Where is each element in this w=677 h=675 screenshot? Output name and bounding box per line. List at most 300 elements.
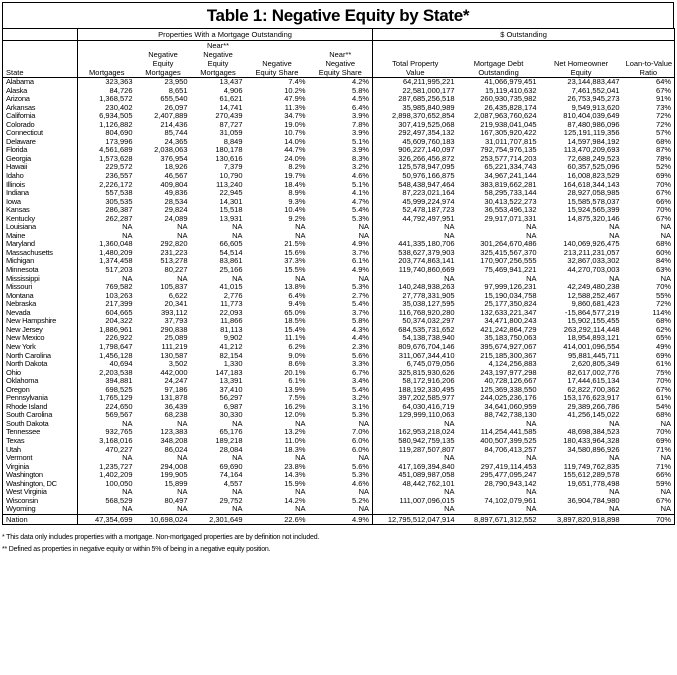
table-cell: 74,164 [219,471,243,480]
table-cell: 13.9% [284,385,306,394]
table-cell: 48,698,384,523 [567,428,620,437]
table-cell: NA [660,223,672,232]
table-cell: 9.2% [288,214,306,223]
table-cell: 66% [656,197,672,206]
table-cell: 6,745,079,056 [406,360,455,369]
table-cell: 48,442,762,101 [402,479,455,488]
table-cell: 12,588,252,467 [567,291,620,300]
table-cell: 219,938,041,045 [480,120,537,129]
table-row [3,497,675,506]
table-cell: 58,172,916,206 [402,377,455,386]
table-cell: 67% [656,86,672,95]
table-row [3,437,675,446]
table-cell: 7.4% [288,77,306,86]
table-cell: 470,227 [105,445,133,454]
table-row [3,223,675,232]
table-cell: 86,024 [164,445,188,454]
table-cell: NA [526,488,537,497]
table-cell: 294,008 [160,462,188,471]
table-cell: 14,875,320,146 [567,214,620,223]
table-cell: 9.3% [288,197,306,206]
table-cell: 58,295,733,144 [484,189,537,198]
table-cell: 30,330 [219,411,243,420]
table-cell: 8.6% [288,360,306,369]
table-cell: 68% [656,137,672,146]
table-cell: 88,742,738,130 [484,411,537,420]
table-row [3,420,675,429]
total-cell: 8,897,671,312,552 [458,514,540,524]
table-cell: NA [232,454,243,463]
table-cell: 262,287 [105,214,133,223]
state-name-cell: Kentucky [3,215,78,224]
table-cell: 3,168,016 [99,436,133,445]
table-cell: 1,368,572 [99,95,133,104]
table-cell: 37,410 [219,385,243,394]
table-cell: 260,930,735,982 [480,95,537,104]
state-name-cell: Alabama [3,78,78,87]
table-cell: 34,641,060,959 [484,402,537,411]
table-cell: 538,627,379,903 [398,248,455,257]
table-cell: 74,102,079,961 [484,496,537,505]
table-cell: 54,138,738,940 [402,334,455,343]
table-cell: 417,169,394,840 [398,462,455,471]
table-cell: NA [526,223,537,232]
table-cell: 4,557 [223,479,243,488]
table-cell: 84,726 [109,86,133,95]
state-name-cell: Delaware [3,138,78,147]
table-cell: 34,471,800,243 [484,317,537,326]
table-cell: 37.3% [284,257,306,266]
table-cell: 9,549,913,620 [571,103,620,112]
table-cell: 4.5% [309,95,373,104]
table-cell: 1,573,628 [99,154,133,163]
table-cell: NA [526,454,537,463]
table-cell: NA [232,231,243,240]
table-cell: 3.7% [309,249,373,258]
table-cell: 84,706,413,257 [484,445,537,454]
state-name-cell: Vermont [3,454,78,463]
state-name-cell: Wisconsin [3,497,78,506]
table-cell: 5.3% [309,411,373,420]
table-cell: NA [660,454,672,463]
column-header: Total Property Value [373,41,458,78]
table-cell: 64,211,995,221 [402,77,455,86]
table-cell: 10,790 [219,172,243,181]
table-cell: 11.3% [284,103,306,112]
table-cell: 7,379 [223,163,243,172]
table-cell: 32,867,033,302 [567,257,620,266]
table-cell: 1,765,129 [99,394,133,403]
table-cell: NA [309,420,373,429]
table-cell: 42,249,480,238 [567,283,620,292]
table-cell: 14,301 [219,197,243,206]
table-row [3,78,675,87]
table-cell: 65,221,334,743 [484,163,537,172]
table-cell: NA [122,274,133,283]
table-cell: NA [444,454,455,463]
table-cell: 4.9% [309,266,373,275]
table-cell: 97,999,126,231 [484,283,537,292]
table-cell: 81,113 [220,325,243,334]
table-cell: NA [177,454,188,463]
table-cell: 932,765 [105,428,133,437]
total-cell: 70% [623,514,675,524]
table-cell: 34.7% [284,112,306,121]
table-row [3,266,675,275]
table-row [3,471,675,480]
table-row [3,428,675,437]
state-name-cell: Oregon [3,386,78,395]
table-cell: 70% [656,428,672,437]
table-cell: 5.2% [309,497,373,506]
table-cell: 67% [656,214,672,223]
table-cell: 6.0% [309,446,373,455]
table-cell: NA [309,275,373,284]
table-cell: NA [309,454,373,463]
state-name-cell: Louisiana [3,223,78,232]
table-row [3,360,675,369]
table-row [3,163,675,172]
table-cell: 383,819,662,281 [480,180,537,189]
table-cell: 30,413,522,273 [484,197,537,206]
table-row [3,403,675,412]
table-row [3,189,675,198]
table-cell: 60% [656,248,672,257]
table-cell: 215,185,300,367 [480,351,537,360]
table-cell: 147,183 [215,368,243,377]
table-cell: 5.3% [309,215,373,224]
column-header: Net Homeowner Equity [540,41,623,78]
table-cell: 16,008,823,529 [567,172,620,181]
table-row [3,232,675,241]
table-cell: 243,197,977,298 [480,368,537,377]
table-cell: NA [295,419,306,428]
table-cell: 65,176 [219,428,243,437]
table-cell: NA [177,274,188,283]
table-cell: 87,727 [219,120,243,129]
table-cell: 78% [656,154,672,163]
table-cell: 15,585,578,037 [567,197,620,206]
table-cell: NA [122,419,133,428]
state-name-cell: Nebraska [3,300,78,309]
group-header-dollars: $ Outstanding [373,29,675,41]
table-cell: NA [177,231,188,240]
table-cell: 72% [656,120,672,129]
table-row [3,155,675,164]
table-cell: 10.2% [284,86,306,95]
table-row [3,249,675,258]
table-container [2,2,674,556]
state-name-cell: Indiana [3,189,78,198]
table-cell: 72% [656,300,672,309]
table-cell: 125,369,338,550 [480,385,537,394]
table-cell: 87,223,021,164 [402,189,455,198]
table-cell: 50,374,032,297 [402,317,455,326]
table-cell: NA [232,274,243,283]
table-cell: 67% [656,385,672,394]
table-cell: 140,248,938,263 [398,283,455,292]
table-cell: NA [526,231,537,240]
table-cell: 395,674,927,067 [480,342,537,351]
table-cell: 52,478,187,723 [402,206,455,215]
table-cell: 376,954 [160,154,188,163]
table-cell: 52% [656,163,672,172]
state-name-cell: Iowa [3,198,78,207]
table-row [3,488,675,497]
table-cell: NA [122,454,133,463]
table-cell: NA [609,419,620,428]
state-name-cell: Missouri [3,283,78,292]
table-cell: 2,898,370,652,854 [391,112,455,121]
table-cell: NA [122,488,133,497]
table-cell: NA [309,488,373,497]
table-row [3,300,675,309]
table-cell: 226,922 [105,334,133,343]
column-header-row [3,41,675,78]
table-cell: 15,902,155,455 [567,317,620,326]
table-cell: 14.3% [284,471,306,480]
table-cell: 70% [656,377,672,386]
table-cell: 804,690 [105,129,133,138]
table-cell: 66,605 [219,240,243,249]
state-name-cell: Maine [3,232,78,241]
table-cell: 129,999,110,063 [398,411,455,420]
table-cell: 3.9% [309,129,373,138]
table-row [3,112,675,121]
table-cell: 41,066,979,451 [484,77,537,86]
table-cell: NA [177,488,188,497]
table-cell: 54,514 [219,248,243,257]
table-cell: 7.0% [309,428,373,437]
table-cell: NA [609,505,620,514]
table-cell: 23,144,883,447 [567,77,620,86]
table-cell: 4.3% [309,326,373,335]
table-row [3,446,675,455]
table-cell: 5.8% [309,87,373,96]
table-cell: 3.1% [309,403,373,412]
table-cell: 69% [656,172,672,181]
state-name-cell: Colorado [3,121,78,130]
table-cell: 569,567 [105,411,133,420]
state-name-cell: Florida [3,146,78,155]
table-cell: 45,999,224,974 [402,197,455,206]
table-cell: 810,404,039,649 [563,112,620,121]
table-cell: NA [609,231,620,240]
table-cell: 173,996 [105,137,133,146]
state-name-cell: Maryland [3,240,78,249]
table-cell: NA [295,223,306,232]
table-cell: 18,926 [164,163,188,172]
table-cell: 580,942,759,135 [398,436,455,445]
table-cell: 29,917,071,331 [484,214,537,223]
table-cell: 114,254,441,585 [480,428,537,437]
table-cell: 69,690 [219,462,243,471]
table-cell: 71% [656,462,672,471]
table-cell: 24,365 [164,137,188,146]
table-cell: 164,618,344,143 [563,180,620,189]
table-cell: 34,967,241,144 [484,172,537,181]
table-cell: 82,617,002,776 [567,368,620,377]
state-name-cell: North Carolina [3,352,78,361]
table-cell: 2,038,063 [154,146,188,155]
table-cell: 49,836 [164,189,188,198]
table-cell: 61% [656,360,672,369]
table-cell: 517,203 [105,266,133,275]
table-cell: 295,477,095,247 [480,471,537,480]
table-cell: 41,212 [219,342,243,351]
table-cell: 236,557 [105,172,133,181]
table-cell: 26,097 [164,103,188,112]
table-cell: 6.1% [288,377,306,386]
table-cell: 8.2% [288,163,306,172]
table-cell: 2,776 [223,291,243,300]
table-cell: 11.0% [284,436,306,445]
total-cell: 10,698,024 [136,514,191,524]
table-cell: 66% [656,471,672,480]
table-cell: 684,535,731,652 [398,325,455,334]
table-cell: 4.9% [309,240,373,249]
table-cell: 68% [656,411,672,420]
table-cell: 15.4% [284,325,306,334]
table-cell: 13,931 [219,214,243,223]
table-cell: 906,227,140,097 [398,146,455,155]
table-cell: 15,119,410,632 [484,86,537,95]
table-cell: 49% [656,342,672,351]
table-cell: 400,507,399,525 [480,436,537,445]
table-row [3,121,675,130]
table-cell: 13,437 [219,77,243,86]
state-name-cell: West Virginia [3,488,78,497]
table-cell: 290,838 [160,325,188,334]
table-cell: 87% [656,146,672,155]
table-cell: 568,529 [105,496,133,505]
table-cell: 41,015 [219,283,243,292]
table-cell: 14,741 [219,103,243,112]
table-cell: 698,525 [105,385,133,394]
state-name-cell: Michigan [3,257,78,266]
table-cell: 414,001,096,554 [563,342,620,351]
state-name-cell: Massachusetts [3,249,78,258]
table-cell: 809,676,704,146 [398,342,455,351]
total-cell: 12,795,512,047,914 [373,514,458,524]
table-cell: 15.6% [284,248,306,257]
table-cell: 297,419,114,453 [480,462,537,471]
table-cell: 3.9% [309,112,373,121]
table-cell: 55% [656,291,672,300]
table-cell: NA [444,488,455,497]
table-cell: 46,567 [164,172,188,181]
table-cell: 16.2% [284,402,306,411]
footnote-near-negative-definition: ** Defined as properties in negative equity or within 5% of being in a negative equity position. [2,545,271,553]
table-cell: 119,749,762,835 [563,462,620,471]
table-cell: 325,815,930,626 [398,368,455,377]
table-cell: 34,580,896,926 [567,445,620,454]
table-cell: NA [295,231,306,240]
table-cell: 18.3% [284,445,306,454]
table-cell: 4.6% [309,172,373,181]
table-cell: 1,798,647 [99,342,133,351]
table-cell: 54% [656,402,672,411]
table-cell: 4,906 [223,86,243,95]
table-body [3,78,675,515]
table-cell: 7.8% [309,121,373,130]
table-cell: 7,461,552,041 [571,86,620,95]
table-cell: 119,287,507,807 [398,445,455,454]
group-header-properties: Properties With a Mortgage Outstanding [78,29,373,41]
table-cell: NA [232,419,243,428]
table-cell: 10.4% [284,206,306,215]
table-cell: 2,203,538 [99,368,133,377]
table-cell: 3.4% [309,377,373,386]
table-cell: 70% [656,283,672,292]
nation-total-row [3,514,675,524]
table-cell: 113,240 [215,180,243,189]
table-cell: NA [660,274,672,283]
table-cell: 325,415,567,370 [480,248,537,257]
table-cell: 28,534 [164,197,188,206]
table-cell: 71% [656,445,672,454]
table-row [3,394,675,403]
table-cell: 20.1% [284,368,306,377]
table-cell: NA [309,505,373,514]
table-cell: NA [526,505,537,514]
state-name-cell: Nevada [3,309,78,318]
table-cell: 230,402 [105,103,133,112]
table-cell: 162,953,218,024 [398,428,455,437]
table-cell: 18,954,893,121 [567,334,620,343]
table-cell: 18.4% [284,180,306,189]
table-row [3,138,675,147]
table-cell: 83,861 [219,257,243,266]
table-cell: 5.8% [309,317,373,326]
table-cell: 10.7% [284,129,306,138]
table-cell: 25,089 [164,334,188,343]
state-name-cell: Kansas [3,206,78,215]
table-cell: 442,000 [160,368,188,377]
table-cell: NA [660,505,672,514]
table-cell: 1,886,961 [99,325,133,334]
table-row [3,334,675,343]
table-cell: NA [122,505,133,514]
table-cell: 6.1% [309,257,373,266]
table-cell: 4.1% [309,189,373,198]
table-cell: 57% [656,129,672,138]
table-cell: 203,774,863,141 [398,257,455,266]
column-header: Near** Negative Equity Mortgages [191,41,246,78]
table-cell: 82,154 [219,351,243,360]
table-cell: 111,219 [161,342,188,351]
table-cell: 130,616 [215,154,243,163]
table-cell: 1,374,458 [99,257,133,266]
table-cell: NA [309,223,373,232]
table-cell: 2,226,172 [99,180,133,189]
table-cell: 100,050 [105,479,133,488]
table-cell: 36,553,496,132 [484,206,537,215]
table-row [3,463,675,472]
table-cell: 69% [656,351,672,360]
column-header: Loan-to-Value Ratio [623,41,675,78]
table-cell: 167,305,920,422 [480,129,537,138]
table-cell: 3,502 [168,360,188,369]
table-cell: 287,685,256,518 [398,95,455,104]
table-cell: 397,202,585,977 [398,394,455,403]
state-name-cell: Hawaii [3,163,78,172]
table-cell: 170,907,256,555 [480,257,537,266]
table-cell: 65% [656,334,672,343]
table-cell: NA [444,223,455,232]
table-cell: 116,768,920,280 [398,308,455,317]
table-cell: 792,754,976,135 [480,146,537,155]
